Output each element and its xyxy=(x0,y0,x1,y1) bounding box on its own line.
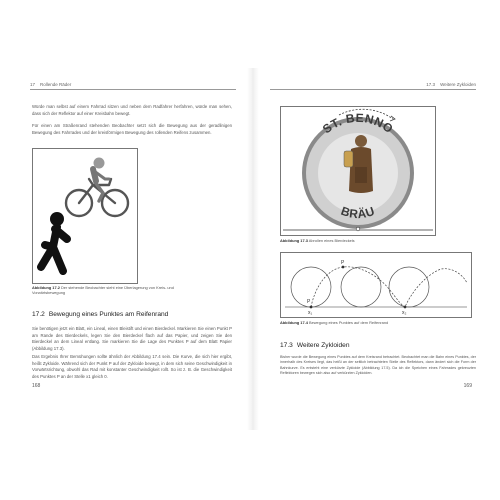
running-head-right-text: 17.3 Weitere Zykloiden xyxy=(426,82,476,87)
figure-beer-coaster xyxy=(280,106,436,236)
figure-caption: Abbildung 17.4 Bewegung eines Punktes auf dem Reifenrand xyxy=(280,320,389,325)
paragraph: Das Ergebnis Ihrer Bemühungen sollte ähnlich der Abbildung 17.4 sein. Die Kurve, die sich hier ergibt, heißt Zykloide. Während sich der Punkt P auf der Zykloide bewegt, in dem sich seine Geschwindigkeit in Vorwärtsrichtung, obwohl das Rad mit konstanter Geschwindigkeit rollt. So ist z. B. die Geschwindigkeit des Punktes P an der Stelle x1 gleich 0. xyxy=(32,354,232,379)
page-number: 168 xyxy=(32,383,41,389)
left-page xyxy=(22,68,244,430)
running-head-left-text: 17 Rollende Räder xyxy=(30,82,72,87)
section-heading: 17.3 Weitere Zykloiden xyxy=(280,342,350,349)
coaster-text-top: ST. BENNO xyxy=(319,110,396,137)
running-head-left xyxy=(30,80,236,90)
cyclist-figure xyxy=(66,158,128,217)
book-gutter xyxy=(247,68,259,430)
paragraph: Für einen am Straßenrand stehenden Beobachter setzt sich die Bewegung aus der geradlinigen Bewegung des Fahrrades und der kreisförmigen Bewegung des rollenden Reifens zusammen. xyxy=(32,123,232,135)
running-head-right xyxy=(270,80,476,90)
section-heading: 17.2 Bewegung eines Punktes am Reifenrand xyxy=(32,311,169,318)
label-x2: x₂ xyxy=(402,310,407,316)
wheel-circle xyxy=(389,267,429,307)
paragraph: Würde man selbst auf einem Fahrrad sitzen und neben dem Radfahrer herfahren, würde man sehen, dass sich der Reflektor auf einer Kreisbahn bewegt. xyxy=(32,104,232,116)
point-p-marker xyxy=(356,227,360,231)
figure-caption: Abbildung 17.2 Der stehende Beobachter sieht eine Überlagerung von Kreis- und Vorwärtsbewegung xyxy=(32,285,174,296)
page-number: 169 xyxy=(463,383,472,389)
header-rule xyxy=(270,89,476,90)
label-x1: x₁ xyxy=(308,310,313,316)
figure-cyclist-observer xyxy=(32,148,138,284)
right-page xyxy=(262,68,484,430)
label-p-top: P xyxy=(341,260,345,266)
paragraph: Bisher wurde die Bewegung eines Punktes auf dem Kreisrand betrachtet. Beobachtet man die Bahn eines Punktes, der innerhalb des Kreises liegt, das heißt an der seitlich betrachteten Stelle des Reflektors, dann ändert sich die Form der Bahnkurve. Es entsteht eine verkürzte Zykloide (Abbildung 17.5). Da ich die Speichen eines Fahrrades gekreuzten Reflektoren bewegen sich also auf verkürzten Zykloiden. xyxy=(280,355,476,376)
book-spread xyxy=(0,68,500,430)
coaster-text-bottom: BRÄU xyxy=(339,203,377,222)
wheel-circle xyxy=(341,267,381,307)
label-p: P xyxy=(307,299,311,305)
figure-cycloid xyxy=(280,252,472,318)
header-rule xyxy=(30,89,236,90)
paragraph: Sie benötigen jetzt ein Blatt, ein Lineal, einen Bleistift und einen Bierdeckel. Markieren Sie einen Punkt P am Rande des Bierdeckels, legen Sie den Bierdeckel flach auf das Papier, und zeigen Sie den Bierdeckel an dem Lineal entlang. Sie markieren Sie die Lage des Punktes P auf dem Blatt Papier (Abbildung 17.3). xyxy=(32,326,232,351)
walking-person-figure xyxy=(41,212,67,271)
wheel-circle xyxy=(291,267,331,307)
figure-caption: Abbildung 17.3 Abrollen eines Bierdeckels xyxy=(280,238,355,243)
